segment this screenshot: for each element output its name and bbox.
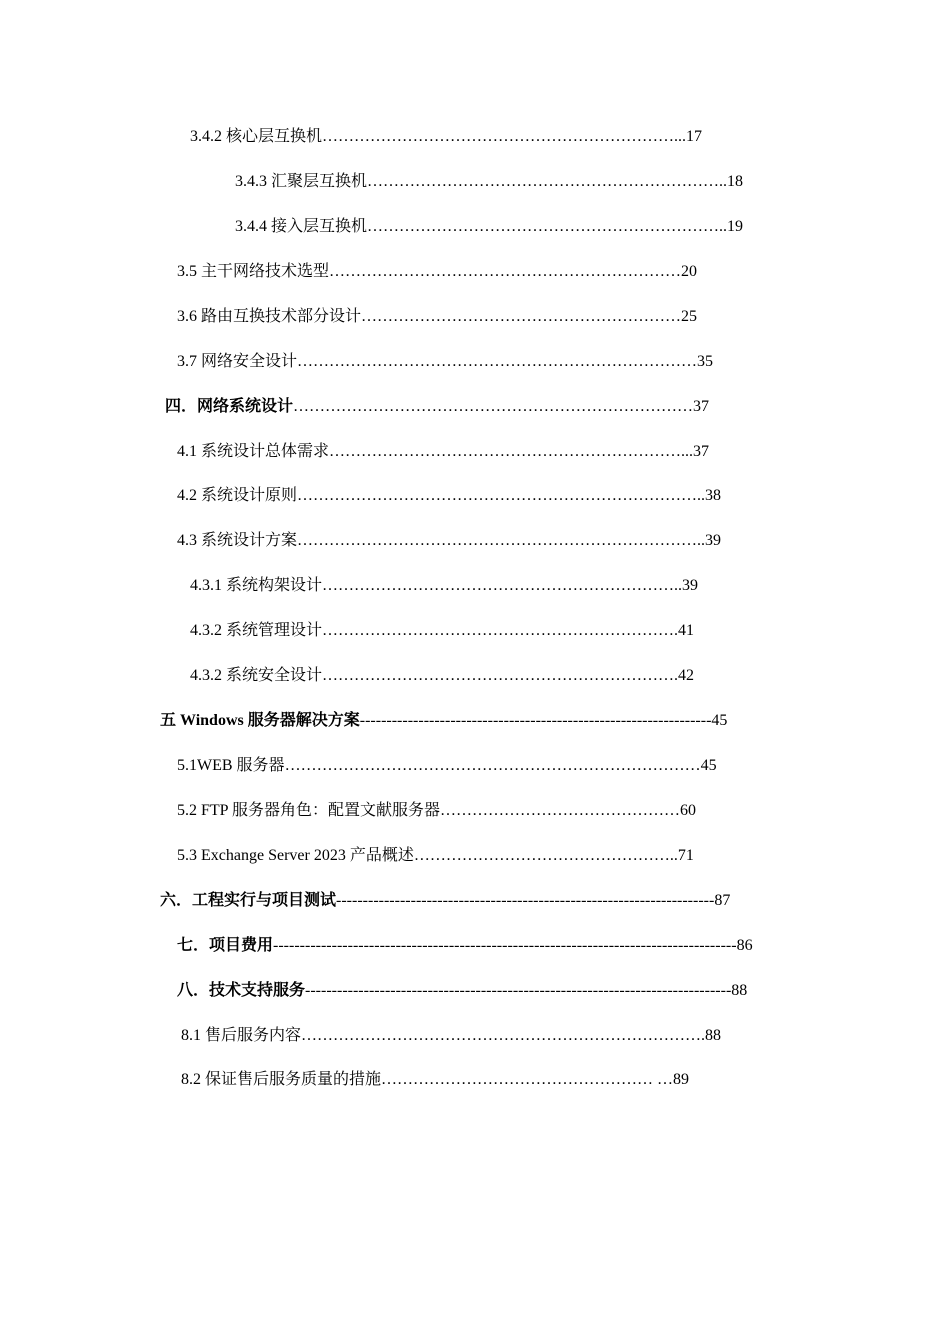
- toc-entry-leader: …………………………………………………………………: [297, 532, 698, 549]
- toc-chapter: [177, 981, 747, 1001]
- toc-entry: [190, 666, 694, 686]
- toc-entry-page: ..38: [697, 487, 722, 504]
- toc-entry-title: 5.2 FTP 服务器角色：配置文献服务器: [177, 802, 440, 819]
- toc-entry-page: ...17: [674, 128, 703, 145]
- toc-entry-leader: …………………………………………………………: [367, 218, 720, 235]
- toc-entry-title: 8.1 售后服务内容: [181, 1027, 302, 1044]
- toc-chapter: [160, 711, 727, 731]
- toc-chapter: [160, 891, 730, 911]
- toc-entry-title: 4.1 系统设计总体需求: [177, 443, 330, 460]
- toc-entry: [181, 1026, 721, 1046]
- toc-entry-title: 3.6 路由互换技术部分设计: [177, 308, 362, 325]
- toc-entry: [190, 576, 698, 596]
- toc-entry-leader: …………………………………………………………………: [293, 398, 694, 415]
- toc-entry-page: ...37: [681, 443, 710, 460]
- toc-entry-page: 86: [736, 937, 753, 954]
- toc-entry-title: 4.3 系统设计方案: [177, 532, 298, 549]
- toc-entry-page: ..19: [719, 218, 744, 235]
- toc-entry-leader: …………………………………………………………: [367, 173, 720, 190]
- toc-entry-title: 8.2 保证售后服务质量的措施: [181, 1071, 382, 1088]
- toc-entry-page: 89: [673, 1071, 690, 1088]
- toc-entry-title: 五 Windows 服务器解决方案: [160, 712, 360, 729]
- toc-entry-page: 45: [711, 712, 728, 729]
- toc-entry-leader: …………………………………………………………: [322, 667, 675, 684]
- toc-entry-page: 20: [681, 263, 698, 280]
- toc-entry-leader: ………………………………………: [439, 802, 680, 819]
- toc-entry-title: 5.3 Exchange Server 2023 产品概述: [177, 847, 414, 864]
- toc-entry: [177, 801, 696, 821]
- toc-entry: [181, 1070, 689, 1090]
- toc-chapter: [177, 936, 753, 956]
- toc-entry: [177, 352, 713, 372]
- toc-entry-title: 六．工程实行与项目测试: [160, 892, 337, 909]
- toc-entry-title: 4.3.2 系统安全设计: [190, 667, 323, 684]
- toc-entry-page: ..39: [674, 577, 699, 594]
- toc-entry-leader: ---------------------------------------------------------------------------------------: [273, 937, 737, 954]
- toc-entry-page: 35: [697, 353, 714, 370]
- toc-entry: [177, 262, 697, 282]
- toc-entry: [235, 217, 743, 237]
- toc-entry-title: 四．网络系统设计: [165, 398, 294, 415]
- toc-entry: [190, 621, 694, 641]
- toc-entry-title: 5.1WEB 服务器: [177, 757, 285, 774]
- toc-entry-page: ..71: [669, 847, 694, 864]
- toc-entry-leader: -----------------------------------------------------------------------: [336, 892, 715, 909]
- toc-entry-title: 4.2 系统设计原则: [177, 487, 298, 504]
- toc-entry-leader: ……………………………………………………………………: [284, 757, 701, 774]
- toc-entry-title: 3.5 主干网络技术选型: [177, 263, 330, 280]
- toc-entry-leader: …………………………………………………………………: [297, 487, 698, 504]
- toc-entry: [177, 531, 721, 551]
- toc-chapter: [165, 397, 709, 417]
- toc-entry: [177, 442, 709, 462]
- toc-entry-leader: …………………………………………………………: [322, 128, 675, 145]
- toc-entry-leader: …………………………………………………………………: [297, 353, 698, 370]
- toc-entry-page: 60: [679, 802, 696, 819]
- toc-entry-page: 87: [714, 892, 731, 909]
- toc-entry-leader: …………………………………………………………: [322, 622, 675, 639]
- toc-entry-page: ..18: [719, 173, 744, 190]
- toc-entry-leader: …………………………………………… …: [381, 1071, 674, 1088]
- toc-entry-leader: …………………………………………………………: [329, 443, 682, 460]
- toc-entry-page: .41: [674, 622, 695, 639]
- toc-entry-leader: ------------------------------------------------------------------: [359, 712, 712, 729]
- toc-entry: [177, 486, 721, 506]
- toc-entry-title: 3.4.3 汇聚层互换机: [235, 173, 368, 190]
- toc-entry-title: 3.7 网络安全设计: [177, 353, 298, 370]
- toc-entry-leader: …………………………………………: [413, 847, 670, 864]
- toc-entry: [177, 756, 717, 776]
- toc-entry-page: 25: [681, 308, 698, 325]
- toc-entry-page: 37: [693, 398, 710, 415]
- toc-entry-page: 45: [700, 757, 717, 774]
- toc-entry-leader: …………………………………………………………: [322, 577, 675, 594]
- toc-entry: [177, 846, 694, 866]
- toc-entry: [190, 127, 702, 147]
- toc-entry-leader: …………………………………………………………: [329, 263, 682, 280]
- toc-entry-leader: --------------------------------------------------------------------------------: [305, 982, 732, 999]
- toc-entry-leader: ……………………………………………………: [361, 308, 682, 325]
- toc-entry-title: 七．项目费用: [177, 937, 274, 954]
- toc-entry-title: 3.4.4 接入层互换机: [235, 218, 368, 235]
- toc-entry: [177, 307, 697, 327]
- toc-entry-title: 八．技术支持服务: [177, 982, 306, 999]
- toc-entry-page: .88: [701, 1027, 722, 1044]
- toc-entry-leader: …………………………………………………………………: [301, 1027, 702, 1044]
- toc-entry-title: 4.3.1 系统构架设计: [190, 577, 323, 594]
- toc-entry-page: ..39: [697, 532, 722, 549]
- toc-entry-page: .42: [674, 667, 695, 684]
- toc-entry-title: 3.4.2 核心层互换机: [190, 128, 323, 145]
- toc-entry: [235, 172, 743, 192]
- toc-entry-page: 88: [731, 982, 748, 999]
- toc-entry-title: 4.3.2 系统管理设计: [190, 622, 323, 639]
